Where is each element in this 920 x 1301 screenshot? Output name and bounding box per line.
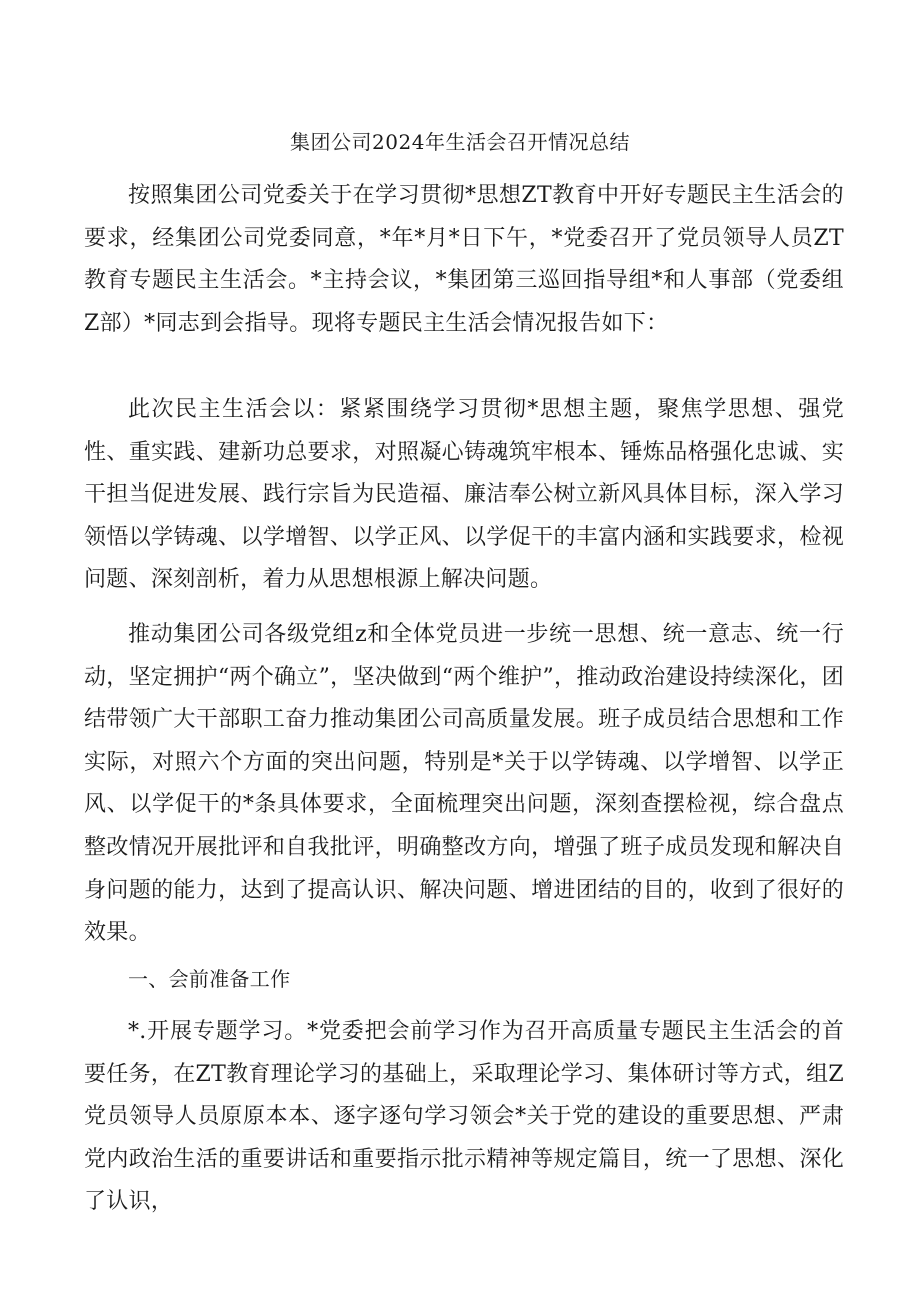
section-heading: 一、会前准备工作 xyxy=(128,967,291,991)
document-title: 集团公司2024年生活会召开情况总结 xyxy=(290,130,630,154)
paragraph-study: *.开展专题学习。*党委把会前学习作为召开高质量专题民主生活会的首要任务，在ZT教育理论学习的基础上，采取理论学习、集体研讨等方式，组Z党员领导人员原原本本、逐字逐句学习领会*关于党的建设的重要思想、严肃党内政治生活的重要讲话和重要指示批示精神等规定篇目，统一了思想、深化了认识， xyxy=(84,1019,844,1215)
paragraph-theme: 此次民主生活会以：紧紧围绕学习贯彻*思想主题，聚焦学思想、强党性、重实践、建新功总要求，对照凝心铸魂筑牢根本、锤炼品格强化忠诚、实干担当促进发展、践行宗旨为民造福、廉洁奉公树立新风具体目标，深入学习领悟以学铸魂、以学增智、以学正风、以学促干的丰富内涵和实践要求，检视问题、深刻剖析，着力从思想根源上解决问题。 xyxy=(84,397,844,593)
paragraph-intro: 按照集团公司党委关于在学习贯彻*思想ZT教育中开好专题民主生活会的要求，经集团公司党委同意，*年*月*日下午，*党委召开了党员领导人员ZT教育专题民主生活会。*主持会议，*集团第三巡回指导组*和人事部（党委组Z部）*同志到会指导。现将专题民主生活会情况报告如下： xyxy=(84,183,844,336)
paragraph-results: 推动集团公司各级党组z和全体党员进一步统一思想、统一意志、统一行动，坚定拥护“两个确立”，坚决做到“两个维护”，推动政治建设持续深化，团结带领广大干部职工奋力推动集团公司高质量发展。班子成员结合思想和工作实际，对照六个方面的突出问题，特别是*关于以学铸魂、以学增智、以学正风、以学促干的*条具体要求，全面梳理突出问题，深刻查摆检视，综合盘点整改情况开展批评和自我批评，明确整改方向，增强了班子成员发现和解决自身问题的能力，达到了提高认识、解决问题、增进团结的目的，收到了很好的效果。 xyxy=(84,622,844,946)
